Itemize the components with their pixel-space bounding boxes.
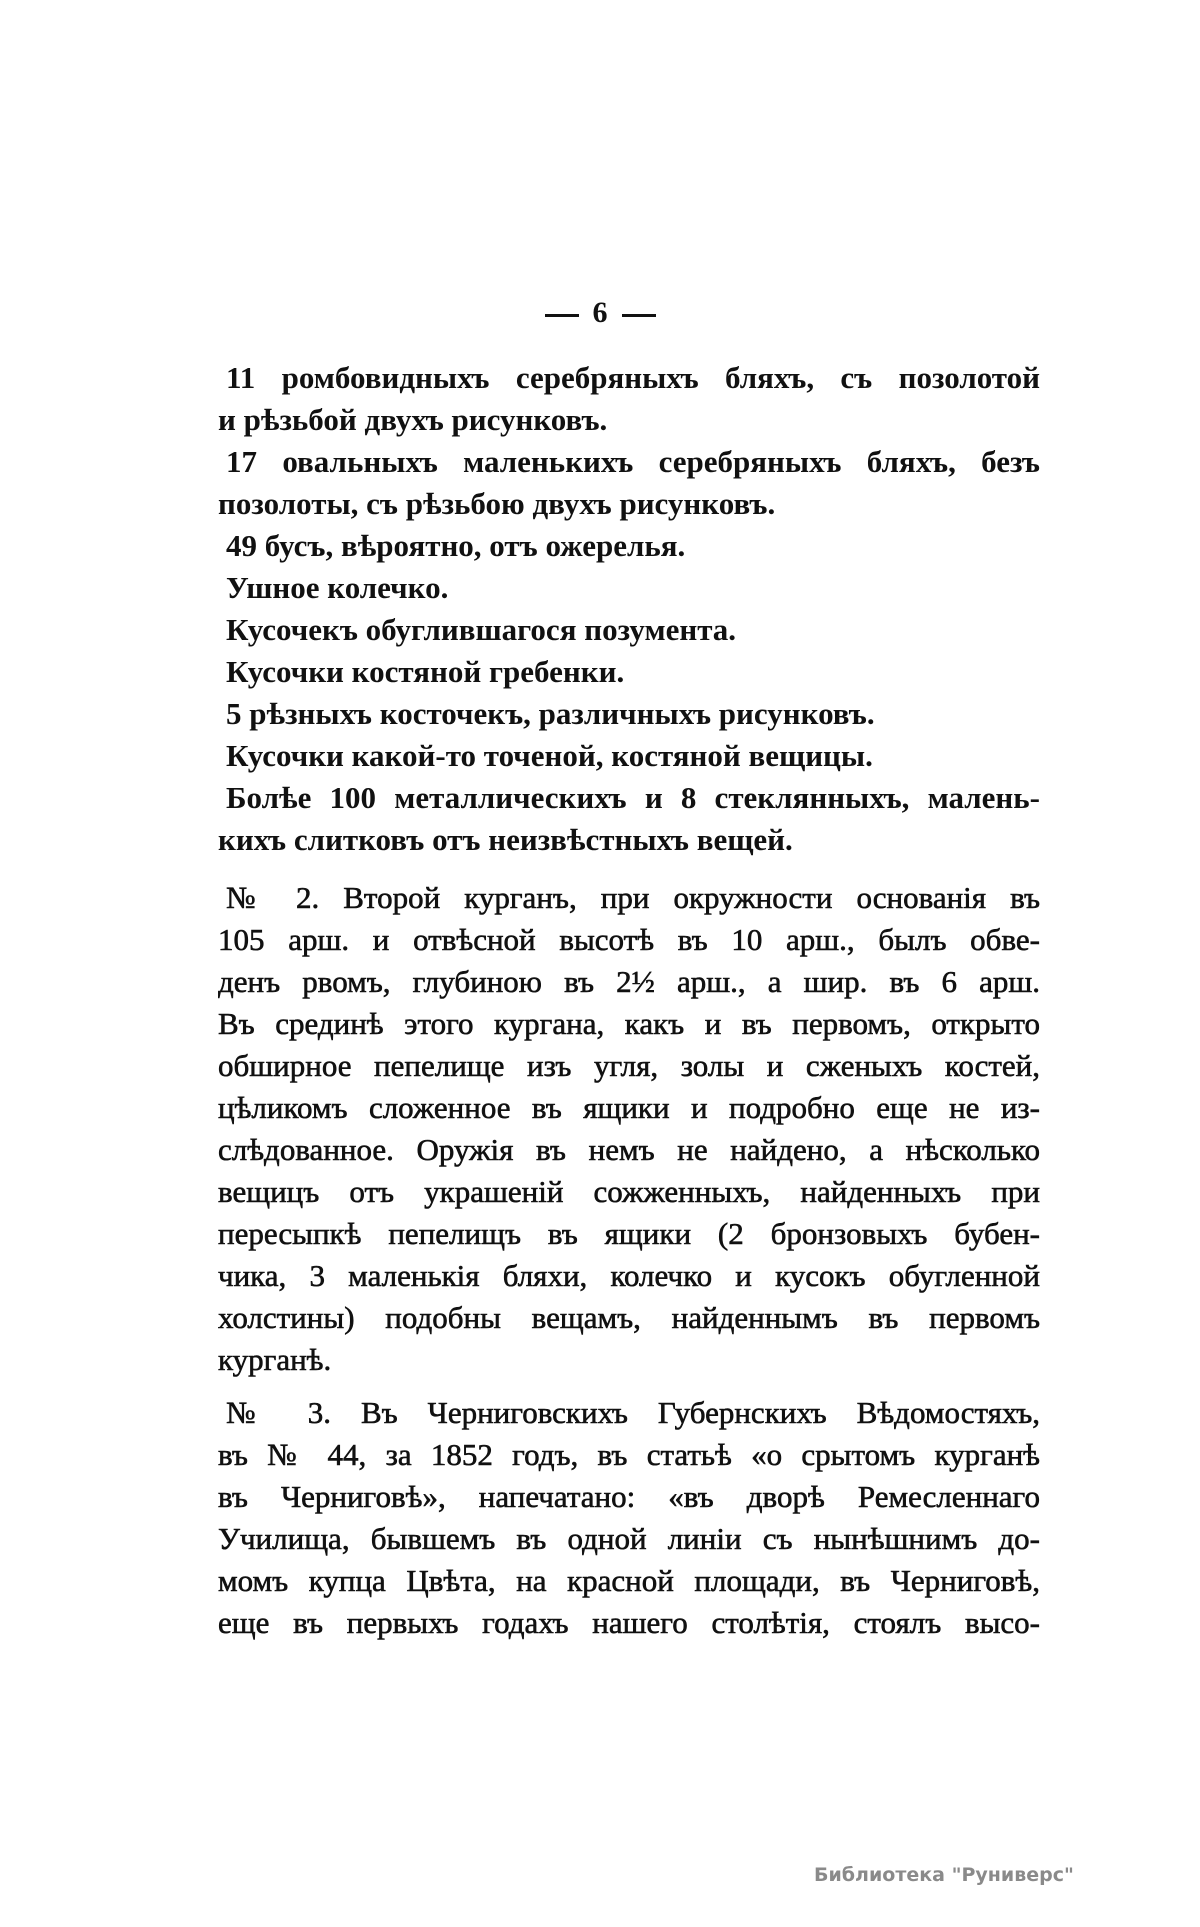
text-line: 5 рѣзныхъ косточекъ, различныхъ рисунковъ. [226, 696, 875, 731]
text-line: денъ рвомъ, глубиною въ 2½ арш., а шир. въ 6 арш. [218, 964, 1040, 999]
text-line: 105 арш. и отвѣсной высотѣ въ 10 арш., былъ обве- [218, 922, 1040, 957]
text-line: въ Черниговѣ», напечатано: «въ дворѣ Ремесленнаго [218, 1479, 1040, 1514]
paragraph-kurgan-3 [218, 1392, 1040, 1644]
text-line: чика, 3 маленькія бляхи, колечко и кусокъ обугленной [218, 1258, 1040, 1293]
text-line: Кусочки костяной гребенки. [226, 654, 625, 689]
library-watermark: Библиотека "Руниверс" [814, 1864, 1074, 1886]
text-line: 49 бусъ, вѣроятно, отъ ожерелья. [226, 528, 686, 563]
text-line: Кусочки какой-то точеной, костяной вещицы. [226, 738, 873, 773]
text-line: момъ купца Цвѣта, на красной площади, въ Черниговѣ, [218, 1563, 1040, 1598]
text-line: пересыпкѣ пепелищъ въ ящики (2 бронзовыхъ бубен- [218, 1216, 1040, 1251]
page-number-dash-left [545, 314, 579, 317]
text-line: позолоты, съ рѣзьбою двухъ рисунковъ. [218, 486, 776, 521]
text-line: 11 ромбовидныхъ серебряныхъ бляхъ, съ позолотой [226, 360, 1040, 395]
text-line: цѣликомъ сложенное въ ящики и подробно еще не из- [218, 1090, 1040, 1125]
text-line: обширное пепелище изъ угля, золы и сженыхъ костей, [218, 1048, 1040, 1083]
text-line: Болѣе 100 металлическихъ и 8 стеклянныхъ, малень- [226, 780, 1040, 815]
page-number-text: 6 [592, 296, 608, 329]
text-line: Кусочекъ обуглившагося позумента. [226, 612, 737, 647]
text-line: еще въ первыхъ годахъ нашего столѣтія, стоялъ высо- [218, 1605, 1040, 1640]
text-line: холстины) подобны вещамъ, найденнымъ въ первомъ [218, 1300, 1040, 1335]
text-line: кихъ слитковъ отъ неизвѣстныхъ вещей. [218, 822, 793, 857]
text-line: Въ срединѣ этого кургана, какъ и въ первомъ, открыто [218, 1006, 1040, 1041]
text-line: вещицъ отъ украшеній сожженныхъ, найденныхъ при [218, 1174, 1040, 1209]
page-number [0, 296, 1200, 330]
text-line: № 3. Въ Черниговскихъ Губернскихъ Вѣдомостяхъ, [226, 1395, 1040, 1430]
text-line: слѣдованное. Оружія въ немъ не найдено, а нѣсколько [218, 1132, 1040, 1167]
paragraph-kurgan-2 [218, 877, 1040, 1381]
item-list-block [218, 357, 1040, 861]
text-line: и рѣзьбой двухъ рисунковъ. [218, 402, 608, 437]
text-line: Училища, бывшемъ въ одной линіи съ нынѣшнимъ до- [218, 1521, 1040, 1556]
page-number-dash-right [622, 314, 656, 317]
text-line: Ушное колечко. [226, 570, 449, 605]
text-line: въ № 44, за 1852 годъ, въ статьѣ «о срытомъ курганѣ [218, 1437, 1040, 1472]
text-line: № 2. Второй курганъ, при окружности основанія въ [226, 880, 1040, 915]
text-line: 17 овальныхъ маленькихъ серебряныхъ бляхъ, безъ [226, 444, 1040, 479]
text-line: курганѣ. [218, 1342, 332, 1377]
